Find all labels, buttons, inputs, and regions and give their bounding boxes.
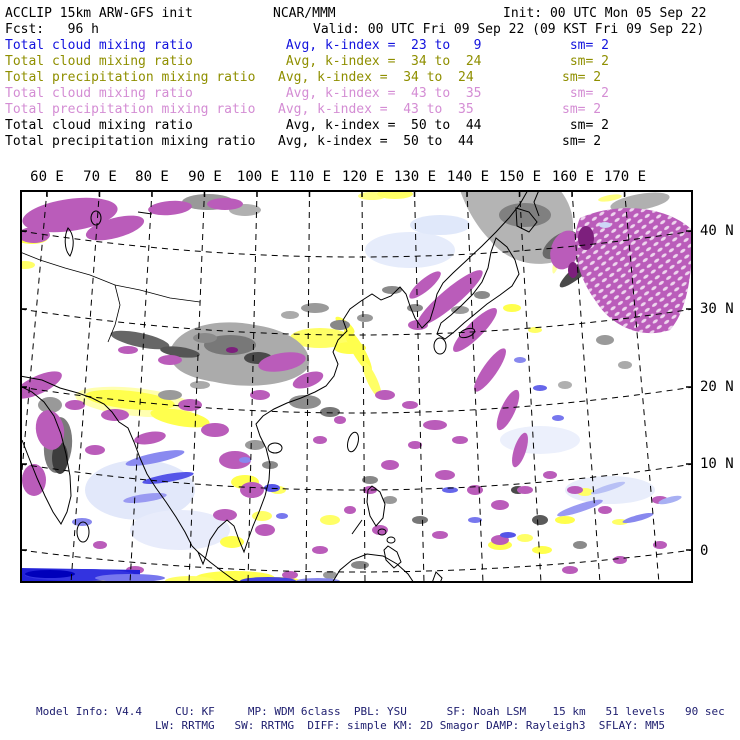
legend-label: Total precipitation mixing ratio xyxy=(5,70,256,85)
legend-label: Total precipitation mixing ratio xyxy=(5,102,256,117)
legend-sm: sm= 2 xyxy=(562,86,609,101)
legend-sm: sm= 2 xyxy=(562,102,602,117)
model-info-line1: Model Info: V4.4 CU: KF MP: WDM 6class PBL: YSU SF: Noah LSM 15 km 51 levels 90 sec xyxy=(36,705,725,718)
legend-kindex: Avg, k-index = 43 to 35 xyxy=(278,102,474,117)
lon-tick-label: 70 E xyxy=(83,169,117,185)
fcst-hour: Fcst: 96 h xyxy=(5,22,99,37)
coastlines xyxy=(20,190,539,583)
lon-tick-label: 160 E xyxy=(551,169,595,185)
legend-kindex: Avg, k-index = 34 to 24 xyxy=(278,54,482,69)
legend-label: Total cloud mixing ratio xyxy=(5,118,193,133)
lon-tick-label: 100 E xyxy=(236,169,280,185)
lon-tick-label: 170 E xyxy=(603,169,647,185)
lon-tick-label: 120 E xyxy=(341,169,385,185)
lat-tick-label: 30 N xyxy=(700,301,734,317)
legend-label: Total cloud mixing ratio xyxy=(5,54,193,69)
lon-tick-label: 60 E xyxy=(30,169,64,185)
legend-sm: sm= 2 xyxy=(562,38,609,53)
lat-tick-label: 0 xyxy=(700,543,709,559)
legend-kindex: Avg, k-index = 50 to 44 xyxy=(278,134,474,149)
legend-sm: sm= 2 xyxy=(562,54,609,69)
lat-tick-label: 20 N xyxy=(700,379,734,395)
legend-sm: sm= 2 xyxy=(562,134,602,149)
lon-tick-label: 140 E xyxy=(446,169,490,185)
model-info-line2: LW: RRTMG SW: RRTMG DIFF: simple KM: 2D Smagor DAMP: Rayleigh3 SFLAY: MM5 xyxy=(155,719,665,732)
lat-tick-label: 10 N xyxy=(700,456,734,472)
valid-time: Valid: 00 UTC Fri 09 Sep 22 (09 KST Fri 09 Sep 22) xyxy=(313,22,705,37)
legend-kindex: Avg, k-index = 23 to 9 xyxy=(278,38,482,53)
legend-kindex: Avg, k-index = 43 to 35 xyxy=(278,86,482,101)
forecast-map xyxy=(20,190,693,583)
lat-tick-label: 40 N xyxy=(700,223,734,239)
lon-tick-label: 150 E xyxy=(498,169,542,185)
init-time: Init: 00 UTC Mon 05 Sep 22 xyxy=(503,6,707,21)
legend-sm: sm= 2 xyxy=(562,118,609,133)
lon-tick-label: 130 E xyxy=(393,169,437,185)
org-label: NCAR/MMM xyxy=(273,6,336,21)
legend-label: Total cloud mixing ratio xyxy=(5,86,193,101)
legend-kindex: Avg, k-index = 50 to 44 xyxy=(278,118,482,133)
model-title: ACCLIP 15km ARW-GFS init xyxy=(5,6,193,21)
purple-stipple-texture xyxy=(575,208,692,333)
legend-label: Total cloud mixing ratio xyxy=(5,38,193,53)
lon-tick-label: 90 E xyxy=(188,169,222,185)
legend-kindex: Avg, k-index = 34 to 24 xyxy=(278,70,474,85)
lon-tick-label: 110 E xyxy=(288,169,332,185)
legend-sm: sm= 2 xyxy=(562,70,602,85)
lon-tick-label: 80 E xyxy=(135,169,169,185)
legend-label: Total precipitation mixing ratio xyxy=(5,134,256,149)
